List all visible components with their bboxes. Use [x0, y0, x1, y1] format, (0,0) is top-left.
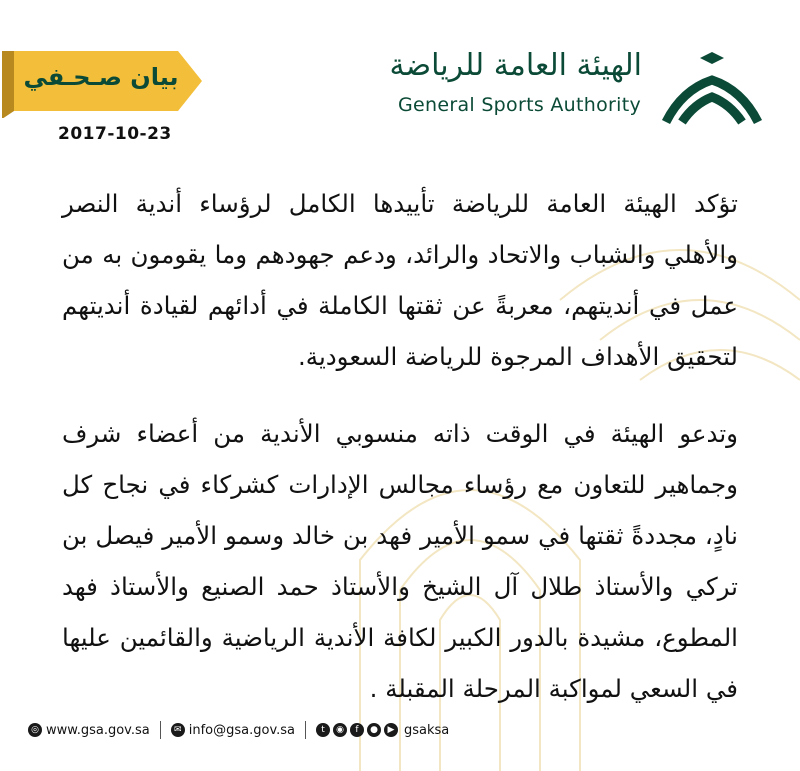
footer: [28, 719, 768, 741]
press-release-badge: بيان صـحـفي: [23, 63, 179, 91]
twitter-icon[interactable]: t: [316, 723, 330, 737]
release-date: 2017-10-23: [58, 124, 172, 144]
email-link[interactable]: info@gsa.gov.sa: [188, 722, 296, 738]
social-handle[interactable]: gsaksa: [404, 722, 450, 738]
press-release-body: [62, 178, 738, 714]
facebook-icon[interactable]: f: [350, 723, 364, 737]
footer-divider: [160, 721, 161, 739]
globe-icon: ◎: [28, 723, 42, 737]
instagram-icon[interactable]: ◉: [333, 723, 347, 737]
paragraph-2: وتدعو الهيئة في الوقت ذاته منسوبي الأندية من أعضاء شرف وجماهير للتعاون مع رؤساء مجالس الإدارات كشركاء في نجاح كل نادٍ، مجددةً ثقتها في سمو الأمير فهد بن خالد وسمو الأمير فيصل بن تركي والأستاذ طلال آل الشيخ والأستاذ حمد الصنيع والأستاذ فهد المطوع، مشيدة بالدور الكبير لكافة الأندية الرياضية والقائمين عليها في السعي لمواكبة المرحلة المقبلة .: [62, 419, 738, 703]
snapchat-icon[interactable]: ●: [367, 723, 381, 737]
website-link[interactable]: www.gsa.gov.sa: [46, 722, 150, 738]
footer-divider: [305, 721, 306, 739]
footer-email[interactable]: [171, 723, 295, 738]
gsa-logo-icon: [660, 50, 765, 130]
org-name-english: General Sports Authority: [398, 94, 642, 116]
mail-icon: ✉: [171, 723, 185, 737]
youtube-icon[interactable]: ▶: [384, 723, 398, 737]
footer-social: [316, 723, 449, 738]
paragraph-1: تؤكد الهيئة العامة للرياضة تأييدها الكامل لرؤساء أندية النصر والأهلي والشباب والاتحاد والرائد، ودعم جهودهم وما يقومون به من عمل في أنديتهم، معربةً عن ثقتها الكاملة في أدائهم لقيادة أنديتهم لتحقيق الأهداف المرجوة للرياضة السعودية.: [62, 189, 738, 371]
footer-website[interactable]: [28, 723, 150, 738]
org-name-arabic: الهيئة العامة للرياضة: [389, 48, 642, 83]
